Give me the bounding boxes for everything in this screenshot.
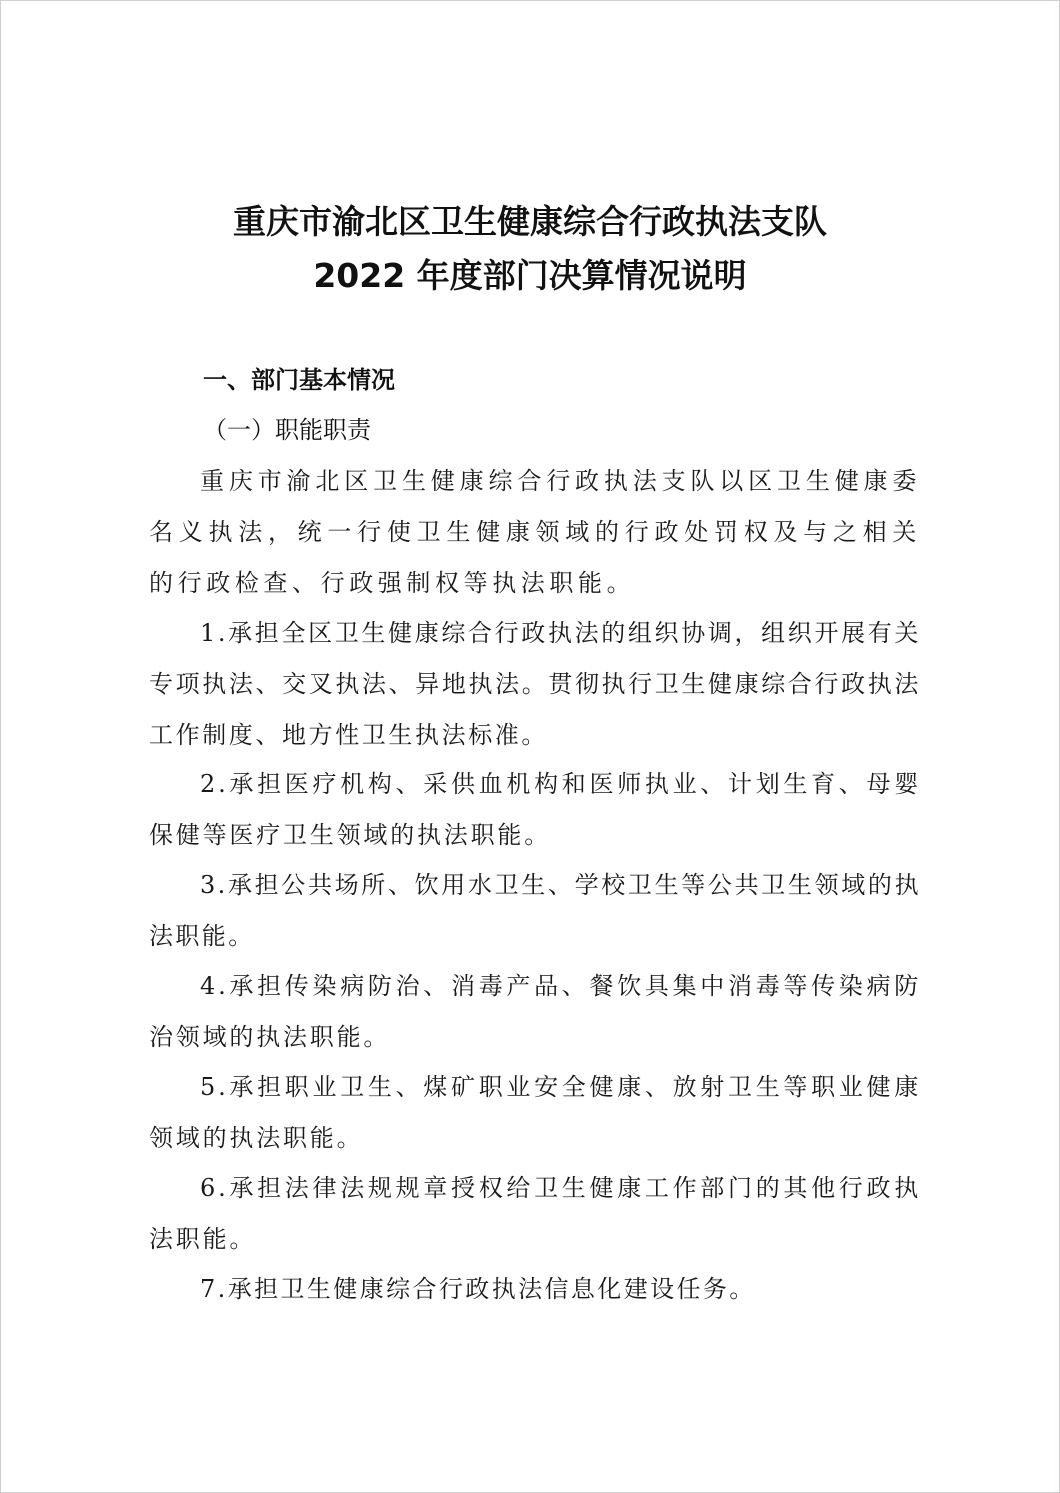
document-title-line1: 重庆市渝北区卫生健康综合行政执法支队 [233,202,827,241]
paragraph-item-5: 5.承担职业卫生、煤矿职业安全健康、放射卫生等职业健康领域的执法职能。 [149,1073,921,1152]
paragraph-item-7: 7.承担卫生健康综合行政执法信息化建设任务。 [200,1275,756,1303]
paragraph-item-3: 3.承担公共场所、饮用水卫生、学校卫生等公共卫生领域的执法职能。 [149,871,921,950]
subsection-heading: （一）职能职责 [203,416,371,444]
section-heading: 一、部门基本情况 [203,366,395,394]
paragraph-item-1: 1.承担全区卫生健康综合行政执法的组织协调，组织开展有关专项执法、交叉执法、异地执法。贯彻执行卫生健康综合行政执法工作制度、地方性卫生执法标准。 [149,619,921,749]
paragraph-item-4: 4.承担传染病防治、消毒产品、餐饮具集中消毒等传染病防治领域的执法职能。 [149,972,921,1051]
paragraph-item-6: 6.承担法律法规规章授权给卫生健康工作部门的其他行政执法职能。 [149,1174,921,1253]
paragraph-intro: 重庆市渝北区卫生健康综合行政执法支队以区卫生健康委名义执法，统一行使卫生健康领域的行政处罚权及与之相关的行政检查、行政强制权等执法职能。 [149,467,921,597]
document-title-line2: 2022 年度部门决算情况说明 [313,256,747,295]
paragraph-item-2: 2.承担医疗机构、采供血机构和医师执业、计划生育、母婴保健等医疗卫生领域的执法职能。 [149,770,921,849]
